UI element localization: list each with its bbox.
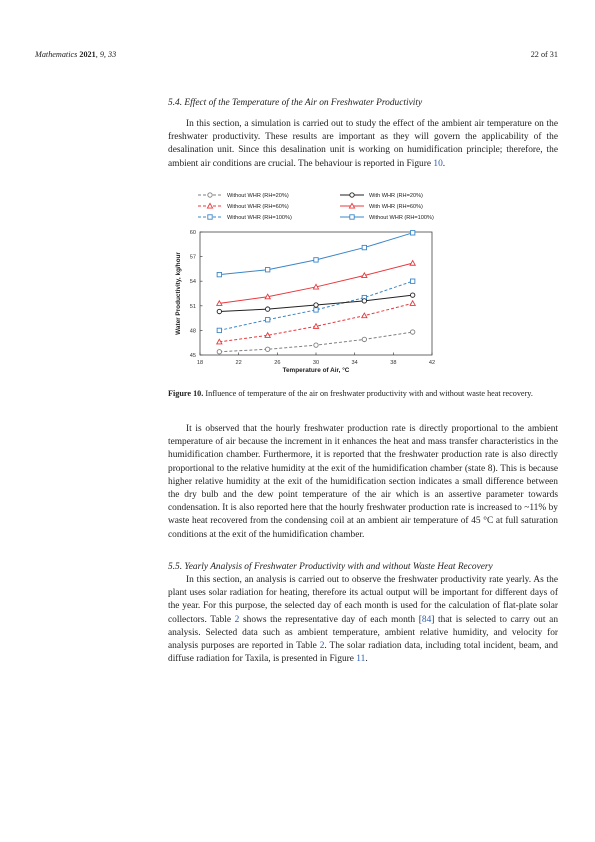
legend-label: Without WHR (RH=100%)	[369, 215, 434, 221]
data-point-series-3	[314, 308, 318, 312]
figure-10-caption	[168, 388, 558, 400]
y-tick-label: 60	[189, 230, 196, 236]
paragraph-5-5-text-4: . The solar radiation data, including total incident, beam, and diffuse radiation for Taxila, is presented in Figure	[168, 641, 558, 665]
x-tick-label: 26	[274, 360, 281, 366]
data-point-series-2	[362, 313, 367, 318]
data-point-series-4	[362, 299, 366, 303]
plot-frame	[200, 232, 432, 355]
legend-swatch-marker	[350, 193, 354, 197]
data-point-series-6	[265, 268, 269, 272]
legend-label: Without WHR (RH=60%)	[227, 204, 289, 210]
table-2-link-second[interactable]: 2	[319, 641, 325, 652]
data-point-series-1	[217, 350, 221, 354]
paragraph-results-text: It is observed that the hourly freshwater production rate is directly proportional to the ambient temperature of air because the increment in it enhances the heat and mass transfer characteristics in the humidification chamber. Furthermore, it is reported that the freshwater production rate is also directly proportional to the relative humidity at the exit of the humidification chamber (state 8). This is because higher relative humidity at the exit of the humidification section indicates a small difference between the dry bulb and the dew point temperature of the air which is an assertive parameter towards condensation. It is also reported here that the hourly freshwater production rate is increased to ~11% by waste heat recovered from the condensing coil at an ambient air temperature of 45 °C at full saturation conditions at the exit of the humidification chamber.	[168, 424, 558, 540]
paragraph-5-4-end: .	[442, 158, 446, 169]
figure-10-label: Figure 10.	[168, 389, 204, 398]
paragraph-5-4	[168, 118, 558, 171]
paragraph-results	[168, 423, 558, 542]
data-point-series-1	[410, 330, 414, 334]
table-2-link[interactable]: 2	[234, 614, 240, 625]
data-point-series-4	[314, 303, 318, 307]
paragraph-5-4-text: In this section, a simulation is carried out to study the effect of the ambient air temperature on the freshwater productivity. These results are important as they will govern the applicability of the desalination unit. Since this desalination unit is working on humidification principle; therefore, the ambient air conditions are crucial. The behaviour is reported in Figure	[168, 119, 558, 169]
figure-10-caption-text: Influence of temperature of the air on freshwater productivity with and without waste heat recovery.	[203, 389, 533, 398]
data-point-series-1	[265, 347, 269, 351]
y-tick-label: 57	[189, 254, 196, 261]
legend-label: Without WHR (RH=100%)	[227, 215, 292, 221]
data-point-series-2	[313, 324, 318, 329]
legend-swatch-marker	[208, 193, 212, 197]
data-point-series-4	[217, 309, 221, 313]
running-header-journal	[35, 50, 116, 59]
data-point-series-1	[362, 337, 366, 341]
figure-10-chart	[168, 185, 468, 380]
journal-year: 2021	[79, 50, 96, 59]
legend-label: With WHR (RH=20%)	[369, 193, 423, 199]
journal-name: Mathematics	[35, 50, 78, 59]
data-point-series-2	[410, 301, 415, 306]
x-tick-label: 42	[428, 360, 436, 366]
y-tick-label: 51	[189, 303, 196, 310]
data-point-series-3	[217, 328, 221, 332]
section-title-5-5: 5.5. Yearly Analysis of Freshwater Productivity with and without Waste Heat Recovery	[168, 562, 493, 572]
data-point-series-3	[410, 279, 414, 283]
data-point-series-5	[410, 261, 415, 266]
paragraph-5-5-text-5: .	[365, 654, 368, 665]
data-point-series-4	[265, 307, 269, 311]
y-tick-label: 45	[189, 353, 196, 359]
x-axis-label: Temperature of Air, °C	[282, 367, 350, 374]
figure-11-link[interactable]: 11	[356, 654, 366, 665]
x-tick-label: 38	[390, 360, 397, 366]
legend-swatch-marker	[208, 215, 212, 219]
data-point-series-6	[217, 272, 221, 276]
data-point-series-6	[314, 258, 318, 262]
series-line-1	[219, 332, 412, 352]
legend-swatch-marker	[350, 215, 354, 219]
data-point-series-3	[265, 318, 269, 322]
x-tick-label: 22	[235, 360, 242, 366]
y-tick-label: 48	[189, 328, 196, 335]
citation-84-link[interactable]: 84	[421, 614, 432, 625]
y-tick-label: 54	[189, 279, 196, 286]
x-tick-label: 34	[351, 360, 358, 366]
paragraph-5-5-text-1: In this section, an analysis is carried out to observe the freshwater productivity rate yearly. As the plant uses solar radiation for heating, therefore its actual output will be important for different days of the year. For this purpose, the selected day of each month is used for the calculation of flat-plate solar collectors. Table	[168, 575, 558, 625]
data-point-series-1	[314, 343, 318, 347]
y-axis-label: Water Productivity, kg/hour	[175, 252, 182, 335]
data-point-series-6	[362, 245, 366, 249]
data-point-series-4	[410, 293, 414, 297]
figure-10-link[interactable]: 10	[433, 158, 443, 169]
paragraph-5-5-text-3: ] that is selected to carry out an analysis. Selected data such as ambient temperature, ambient relative humidity, and velocity for analysis purposes are reported in Table	[168, 614, 559, 652]
series-line-5	[219, 263, 412, 303]
x-tick-label: 30	[312, 360, 320, 366]
legend-label: Without WHR (RH=20%)	[227, 193, 289, 199]
data-point-series-6	[410, 231, 414, 235]
page-number: 22 of 31	[530, 50, 558, 59]
series-line-6	[219, 233, 412, 275]
paragraph-5-5	[168, 574, 558, 666]
paragraph-5-5-text-2: shows the representative day of each month [	[239, 614, 422, 625]
section-title-5-4: 5.4. Effect of the Temperature of the Air on Freshwater Productivity	[168, 98, 423, 108]
journal-volume: , 9, 33	[95, 50, 117, 59]
x-tick-label: 18	[196, 360, 204, 366]
legend-label: With WHR (RH=60%)	[369, 204, 423, 210]
